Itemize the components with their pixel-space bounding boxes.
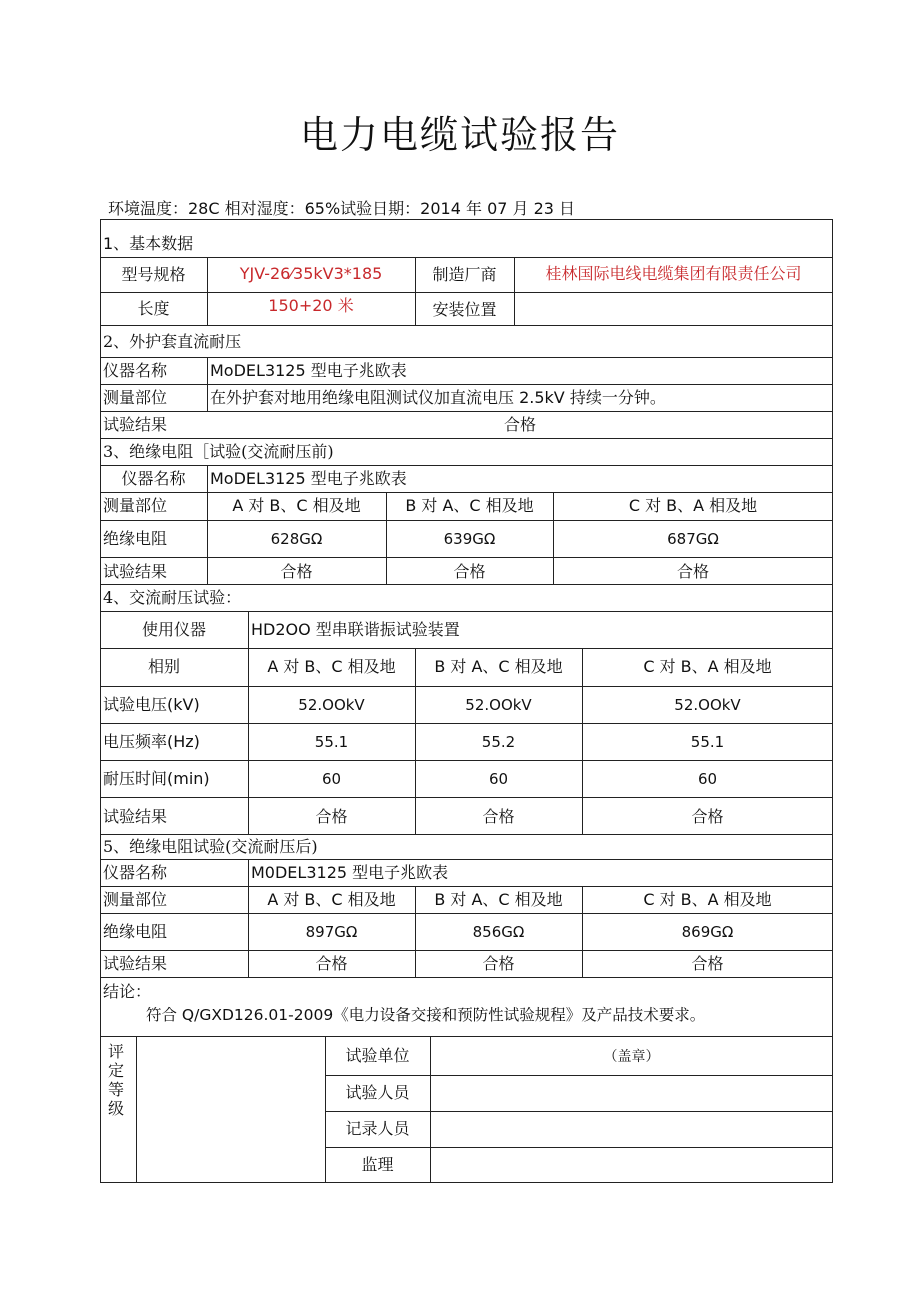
page-title: 电力电缆试验报告 — [299, 113, 620, 157]
s3-result-b: 合格 — [453, 562, 486, 581]
s5-resistance-a: 897GΩ — [305, 923, 358, 941]
s5-result-c: 合格 — [691, 954, 724, 973]
s4-phase-c: C 对 B、A 相及地 — [643, 657, 772, 676]
s3-resistance-c: 687GΩ — [667, 530, 719, 548]
length-label: 长度 — [137, 299, 170, 318]
s5-result-label: 试验结果 — [103, 954, 168, 973]
s2-part-value: 在外护套对地用绝缘电阻测试仪加直流电压 2.5kV 持续一分钟。 — [210, 388, 666, 407]
rule — [325, 1111, 833, 1112]
rule — [207, 357, 208, 411]
s3-result-a: 合格 — [280, 562, 313, 581]
s5-phase-b: B 对 A、C 相及地 — [434, 890, 563, 909]
rule — [100, 520, 833, 521]
recorder-label: 记录人员 — [345, 1119, 410, 1138]
s5-part-label: 测量部位 — [103, 890, 168, 909]
s4-freq-a: 55.1 — [314, 733, 349, 751]
s2-part-label: 测量部位 — [103, 388, 168, 407]
rating-label: 评定等级 — [107, 1042, 124, 1118]
rule — [100, 438, 833, 439]
rule — [136, 1036, 137, 1183]
unit-label: 试验单位 — [345, 1046, 410, 1065]
s3-result-c: 合格 — [676, 562, 709, 581]
section-5-heading: 5、绝缘电阻试验(交流耐压后) — [103, 837, 318, 856]
section-3-heading: 3、绝缘电阻［试验(交流耐压前) — [103, 442, 334, 461]
s4-phase-a: A 对 B、C 相及地 — [267, 657, 396, 676]
s3-resistance-label: 绝缘电阻 — [103, 529, 168, 548]
stamp-text: （盖章） — [603, 1049, 660, 1065]
s2-result-label: 试验结果 — [103, 415, 168, 434]
rule — [100, 886, 833, 887]
s5-resistance-c: 869GΩ — [681, 923, 734, 941]
s5-resistance-label: 绝缘电阻 — [103, 922, 168, 941]
s3-phase-a: A 对 B、C 相及地 — [232, 496, 361, 515]
rule — [100, 325, 833, 326]
s5-result-b: 合格 — [482, 954, 515, 973]
s4-voltage-label: 试验电压(kV) — [103, 695, 200, 714]
conclusion-label: 结论： — [103, 982, 152, 1001]
s3-phase-b: B 对 A、C 相及地 — [405, 496, 534, 515]
rule — [100, 686, 833, 687]
rule — [100, 950, 833, 951]
rule — [100, 292, 833, 293]
s4-voltage-a: 52.OOkV — [298, 696, 365, 714]
s5-instrument-label: 仪器名称 — [103, 863, 168, 882]
maker-value: 桂林国际电线电缆集团有限责任公司 — [545, 264, 802, 283]
install-label: 安装位置 — [432, 300, 497, 319]
s5-result-a: 合格 — [315, 954, 348, 973]
s4-result-label: 试验结果 — [103, 807, 168, 826]
tester-label: 试验人员 — [345, 1083, 410, 1102]
s4-time-a: 60 — [321, 770, 342, 788]
s4-freq-c: 55.1 — [690, 733, 725, 751]
section-4-heading: 4、交流耐压试验： — [103, 588, 242, 607]
rule — [100, 611, 833, 612]
rule — [100, 584, 833, 585]
rule — [100, 834, 833, 835]
rule — [100, 557, 833, 558]
conclusion-text: 符合 Q/GXD126.01-2009《电力设备交接和预防性试验规程》及产品技术要求。 — [146, 1006, 706, 1024]
s4-time-b: 60 — [488, 770, 509, 788]
rule — [100, 913, 833, 914]
rule — [100, 1036, 833, 1037]
rule — [100, 357, 833, 358]
s3-phase-c: C 对 B、A 相及地 — [628, 496, 758, 515]
s3-result-label: 试验结果 — [103, 562, 168, 581]
s5-phase-a: A 对 B、C 相及地 — [267, 890, 396, 909]
rule — [100, 257, 833, 258]
section-1-heading: 1、基本数据 — [103, 234, 194, 253]
s2-instrument-value: MoDEL3125 型电子兆欧表 — [210, 361, 407, 380]
s5-instrument-value: M0DEL3125 型电子兆欧表 — [251, 863, 449, 882]
rule — [100, 797, 833, 798]
rule — [100, 977, 833, 978]
rule — [100, 648, 833, 649]
s4-phase-label: 相别 — [147, 657, 180, 676]
s2-instrument-label: 仪器名称 — [103, 361, 168, 380]
s4-time-label: 耐压时间(min) — [103, 769, 210, 788]
maker-label: 制造厂商 — [432, 265, 497, 284]
s4-instrument-label: 使用仪器 — [141, 620, 206, 639]
s5-resistance-b: 856GΩ — [472, 923, 525, 941]
supervisor-label: 监理 — [361, 1155, 394, 1174]
s4-freq-label: 电压频率(Hz) — [103, 732, 200, 751]
s3-resistance-b: 639GΩ — [443, 530, 496, 548]
section-2-heading: 2、外护套直流耐压 — [103, 332, 242, 351]
rule — [248, 611, 249, 834]
s4-result-b: 合格 — [482, 807, 515, 826]
s4-result-a: 合格 — [315, 807, 348, 826]
model-label: 型号规格 — [121, 265, 186, 284]
rule — [325, 1147, 833, 1148]
length-value: 150+20 米 — [268, 296, 354, 315]
s4-instrument-value: HD2OO 型串联谐振试验装置 — [251, 620, 460, 639]
s3-instrument-value: MoDEL3125 型电子兆欧表 — [210, 469, 407, 488]
s2-result-value: 合格 — [503, 415, 536, 434]
rule — [100, 465, 833, 466]
rule — [325, 1075, 833, 1076]
s4-result-c: 合格 — [691, 807, 724, 826]
rule — [100, 859, 833, 860]
s3-resistance-a: 628GΩ — [270, 530, 323, 548]
environment-line: 环境温度：28C 相对湿度：65%试验日期：2014 年 07 月 23 日 — [108, 199, 576, 218]
rule — [100, 760, 833, 761]
s4-voltage-c: 52.OOkV — [674, 696, 741, 714]
s4-phase-b: B 对 A、C 相及地 — [434, 657, 563, 676]
s5-phase-c: C 对 B、A 相及地 — [643, 890, 772, 909]
s4-time-c: 60 — [697, 770, 718, 788]
s4-freq-b: 55.2 — [481, 733, 516, 751]
rule — [100, 723, 833, 724]
rule — [100, 411, 833, 412]
rule — [100, 492, 833, 493]
s4-voltage-b: 52.OOkV — [465, 696, 532, 714]
s3-part-label: 测量部位 — [103, 496, 168, 515]
model-value: YJV-26⁄35kV3*185 — [239, 264, 383, 283]
s3-instrument-label: 仪器名称 — [121, 469, 186, 488]
rule — [100, 384, 833, 385]
